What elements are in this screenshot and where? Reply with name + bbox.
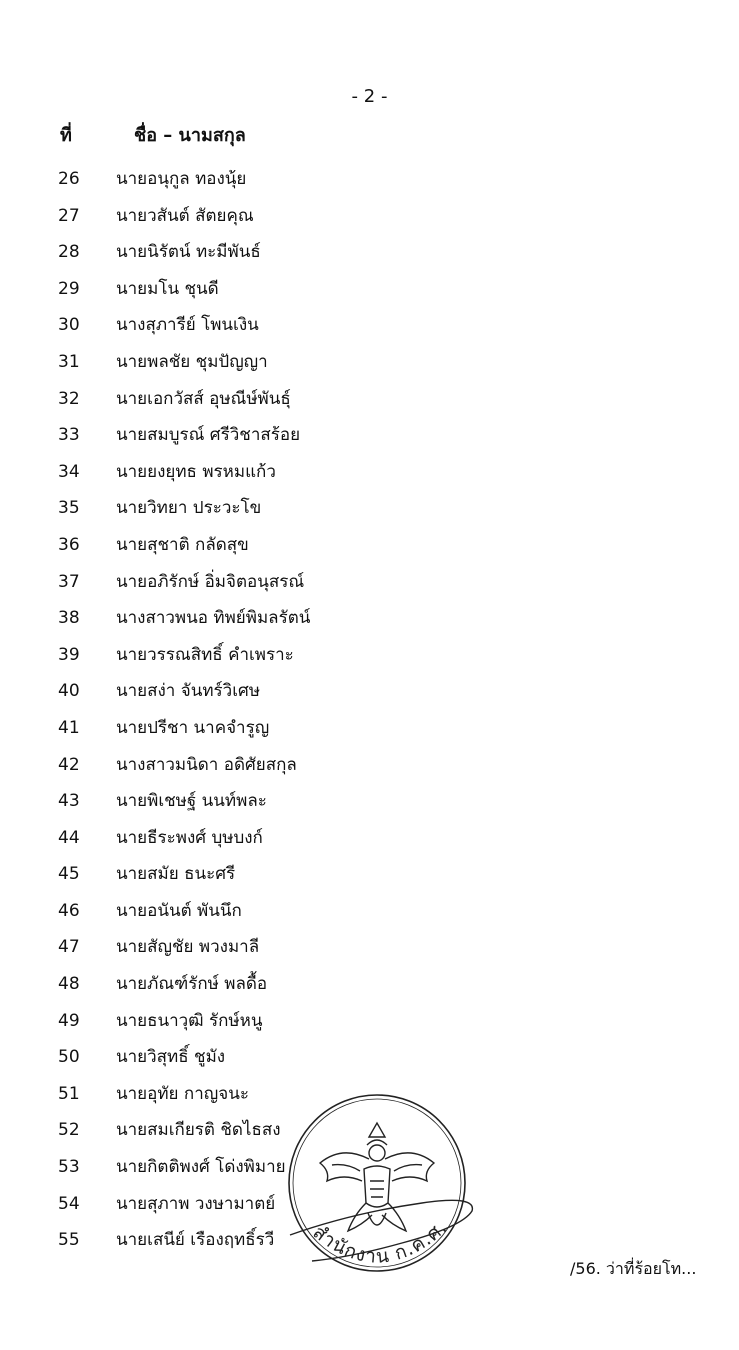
item-full-name: นายสมบูรณ์ ศรีวิชาสร้อย [116,425,301,446]
list-item [0,530,739,567]
item-full-name: นางสาวพนอ ทิพย์พิมลรัตน์ [116,608,311,629]
item-number: 45 [58,864,80,885]
list-item [0,237,739,274]
item-full-name: นายภัณฑ์รักษ์ พลดื้อ [116,974,268,995]
item-number: 28 [58,242,80,263]
item-full-name: นายสุภาพ วงษามาตย์ [116,1193,276,1214]
item-full-name: นายยงยุทธ พรหมแก้ว [116,461,276,482]
item-full-name: นายอุทัย กาญจนะ [116,1083,249,1104]
list-item [0,713,739,750]
item-full-name: นายวสันต์ สัตยคุณ [116,205,254,226]
item-number: 53 [58,1157,80,1178]
list-item [0,1006,739,1043]
item-number: 44 [58,827,80,848]
item-full-name: นายอนุกูล ทองนุ้ย [116,169,247,189]
official-seal [272,1085,487,1285]
item-number: 34 [58,461,80,482]
item-number: 31 [58,351,80,372]
item-full-name: นายพลชัย ชุมปัญญา [116,351,268,372]
page-number: - 2 - [351,86,388,107]
item-full-name: นายธนาวุฒิ รักษ์หนู [116,1010,263,1031]
item-number: 39 [58,644,80,665]
item-full-name: นายวิสุทธิ์ ชูมัง [116,1047,226,1068]
header-name-label: ชื่อ – นามสกุล [134,125,246,146]
item-number: 47 [58,937,80,958]
list-item [0,164,739,201]
item-number: 29 [58,278,80,299]
item-full-name: นายสัญชัย พวงมาลี [116,937,260,958]
list-item [0,201,739,238]
garuda-emblem-icon [320,1123,434,1231]
item-number: 43 [58,791,80,812]
item-number: 41 [58,717,80,738]
list-item [0,310,739,347]
item-full-name: นายสมัย ธนะศรี [116,864,236,885]
item-full-name: นายมโน ชุนดี [116,278,219,299]
list-item [0,567,739,604]
list-item [0,1042,739,1079]
list-item [0,859,739,896]
item-full-name: นายสมเกียรติ ชิดไธสง [116,1120,281,1141]
item-number: 35 [58,498,80,519]
item-number: 54 [58,1193,80,1214]
item-number: 51 [58,1083,80,1104]
item-full-name: นายกิตติพงศ์ โด่งพิมาย [116,1157,286,1178]
item-full-name: นายสุชาติ กลัดสุข [116,534,249,555]
item-number: 36 [58,534,80,555]
list-item [0,676,739,713]
item-number: 48 [58,974,80,995]
list-item [0,823,739,860]
item-number: 55 [58,1230,80,1251]
item-number: 42 [58,754,80,775]
item-number: 50 [58,1047,80,1068]
item-number: 49 [58,1010,80,1031]
list-item [0,750,739,787]
list-item [0,786,739,823]
item-number: 30 [58,315,80,336]
item-full-name: นายพิเชษฐ์ นนท์พละ [116,791,267,812]
item-full-name: นายเสนีย์ เรืองฤทธิ์รวี [116,1230,275,1251]
svg-text:สำนักงาน ก.ค.ศ.: สำนักงาน ก.ค.ศ. [308,1216,452,1268]
item-number: 26 [58,169,80,189]
item-full-name: นายวรรณสิทธิ์ คำเพราะ [116,644,294,665]
list-item [0,347,739,384]
list-item [0,274,739,311]
item-number: 52 [58,1120,80,1141]
item-number: 32 [58,388,80,409]
item-number: 33 [58,425,80,446]
item-full-name: นายวิทยา ประวะโข [116,498,262,519]
list-item [0,384,739,421]
item-number: 46 [58,900,80,921]
item-full-name: นางสาวมนิดา อดิศัยสกุล [116,754,297,775]
item-full-name: นายเอกวัสส์ อุษณีษ์พันธุ์ [116,388,291,409]
item-full-name: นายนิรัตน์ ทะมีพันธ์ [116,242,261,263]
item-full-name: นายอภิรักษ์ อิ่มจิตอนุสรณ์ [116,571,305,592]
item-full-name: นายปรีชา นาคจำรูญ [116,717,270,738]
list-item [0,603,739,640]
list-item [0,420,739,457]
item-number: 38 [58,608,80,629]
item-number: 40 [58,681,80,702]
item-full-name: นายสง่า จันทร์วิเศษ [116,681,261,702]
header-number-label: ที่ [60,125,72,146]
item-full-name: นายธีระพงศ์ บุษบงก์ [116,827,263,848]
list-item [0,896,739,933]
list-item [0,932,739,969]
item-full-name: นางสุภารีย์ โพนเงิน [116,315,259,336]
list-header [0,120,739,146]
list-item [0,969,739,1006]
list-item [0,640,739,677]
item-number: 37 [58,571,80,592]
list-item [0,457,739,494]
list-item [0,493,739,530]
item-full-name: นายอนันต์ พันนึก [116,900,242,921]
continuation-note: /56. ว่าที่ร้อยโท... [570,1259,697,1278]
item-number: 27 [58,205,80,226]
